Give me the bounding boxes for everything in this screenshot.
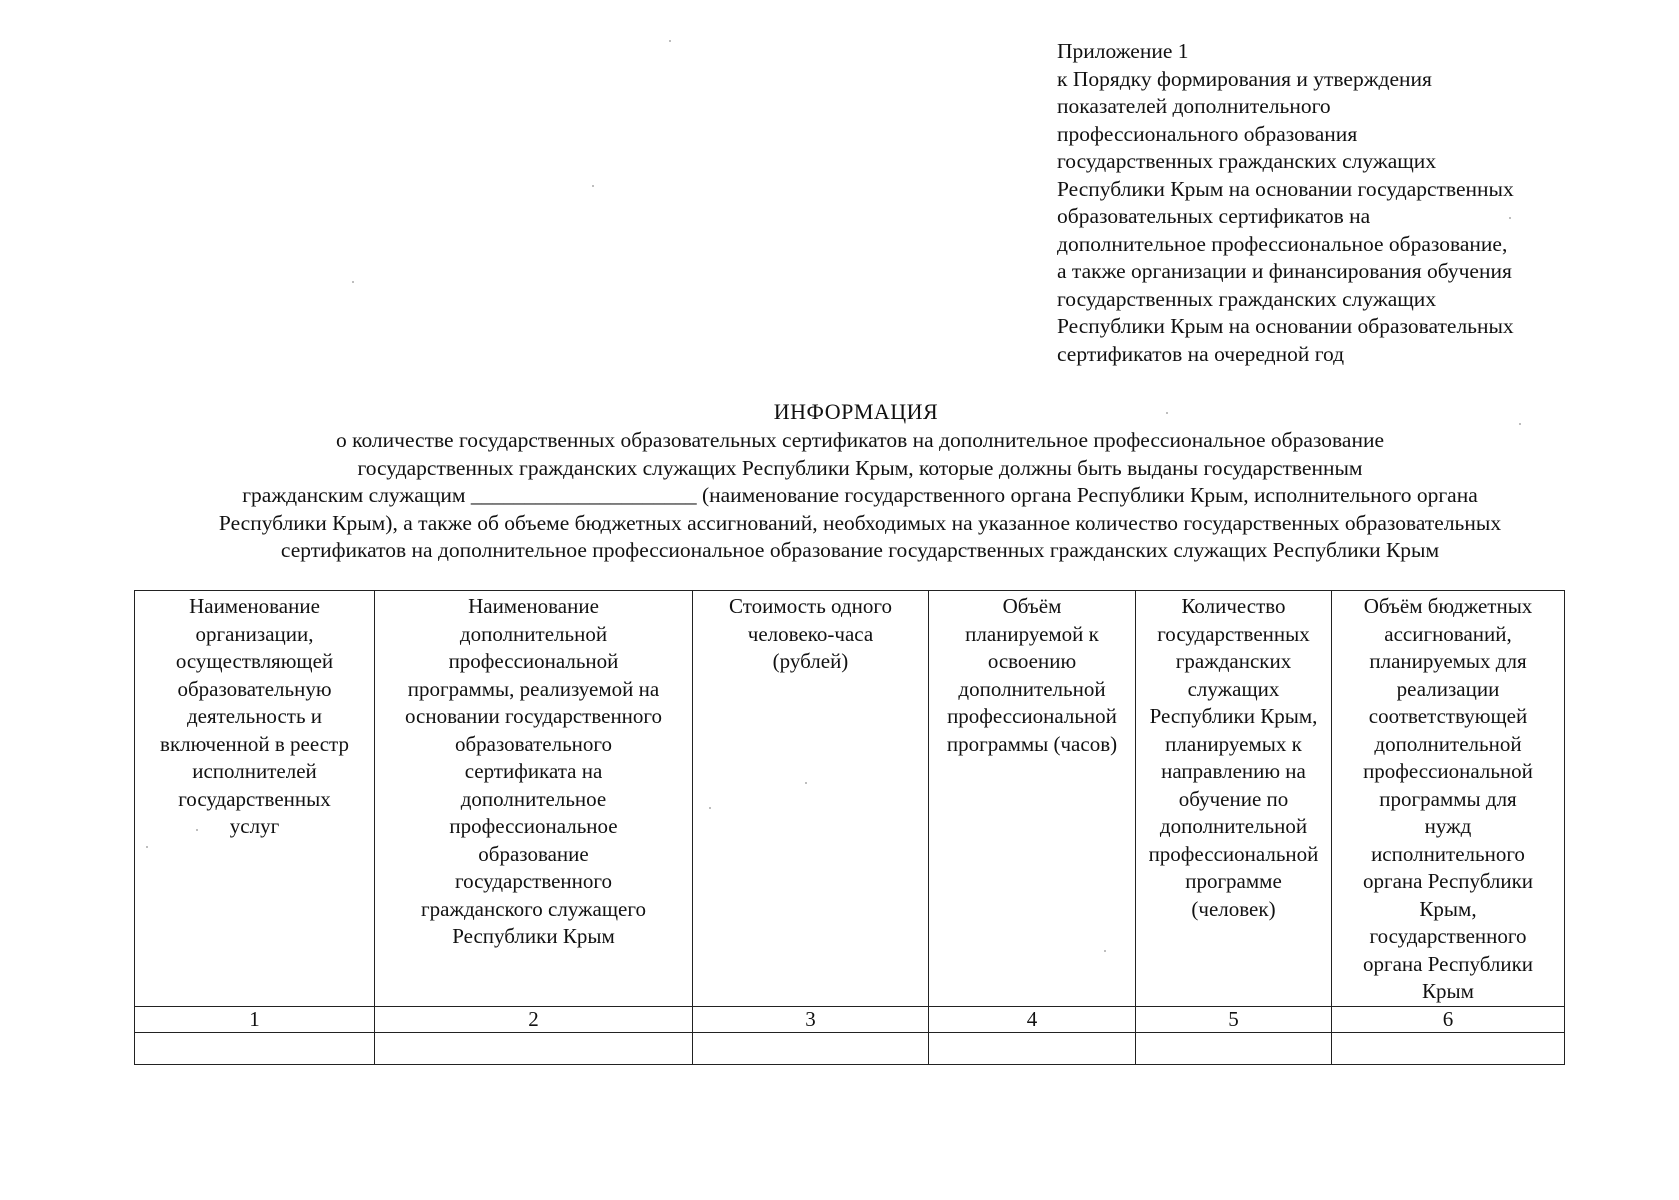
header-text-line: Стоимость одного	[729, 594, 892, 618]
column-header-5	[1136, 591, 1332, 1007]
header-text-line: планируемых к	[1165, 731, 1302, 756]
header-text-line: служащих	[1187, 676, 1280, 701]
column-number: 1	[135, 1007, 375, 1033]
header-text-line: нужд	[1424, 814, 1472, 838]
header-text-line: ассигнований,	[1384, 621, 1512, 646]
header-text-line: планируемых для	[1369, 649, 1527, 673]
header-text-line: соответствующей	[1368, 704, 1528, 728]
column-number: 6	[1332, 1007, 1565, 1033]
column-header-2	[375, 591, 693, 1007]
scan-speck	[592, 185, 594, 187]
header-text-line: программе	[1185, 869, 1282, 893]
header-text-line: образование	[478, 841, 589, 866]
header-text-line: исполнителей	[192, 759, 317, 783]
table-cell	[1332, 1033, 1565, 1065]
appendix-line: профессионального образования	[1057, 121, 1358, 146]
header-text-line: дополнительной	[958, 676, 1106, 701]
appendix-line: дополнительное профессиональное образование,	[1057, 231, 1508, 256]
column-number: 2	[375, 1007, 693, 1033]
header-text-line: включенной в реестр	[160, 731, 349, 756]
appendix-header	[1057, 38, 1637, 368]
header-text-line: Наименование	[468, 594, 599, 618]
header-text-line: профессиональной	[448, 649, 619, 673]
header-text-line: профессиональной	[1148, 841, 1319, 866]
header-text-line: дополнительной	[1374, 731, 1522, 756]
header-text-line: Республики Крым,	[1149, 704, 1318, 728]
appendix-line: государственных гражданских служащих	[1057, 149, 1437, 173]
header-text-line: организации,	[195, 621, 314, 646]
header-text-line: органа Республики	[1362, 951, 1534, 976]
header-text-line: освоению	[987, 649, 1077, 673]
header-text-line: программы для	[1379, 786, 1517, 811]
column-header-6	[1332, 591, 1565, 1007]
header-text-line: государственного	[454, 869, 613, 893]
column-number: 4	[929, 1007, 1136, 1033]
header-text-line: профессиональной	[947, 704, 1117, 728]
header-text-line: планируемой к	[965, 621, 1099, 646]
appendix-line: к Порядку формирования и утверждения	[1057, 66, 1432, 91]
header-text-line: реализации	[1396, 676, 1500, 701]
header-text-line: основании государственного	[404, 704, 663, 728]
header-text-line: образовательную	[177, 676, 332, 701]
scan-speck	[1166, 412, 1168, 414]
scan-speck	[1509, 217, 1511, 219]
subtitle-line: Республики Крым), а также об объеме бюджетных ассигнований, необходимых на указанное количество государственных образовательных	[218, 510, 1502, 535]
scan-speck	[1104, 950, 1106, 952]
subtitle-line: гражданским служащим _____________________ (наименование государственного органа Республики Крым, исполнительного органа	[242, 483, 1478, 507]
header-text-line: дополнительное	[460, 786, 607, 811]
header-text-line: профессиональной	[1363, 759, 1533, 783]
scan-speck	[146, 846, 148, 848]
header-text-line: человеко-часа	[747, 621, 874, 646]
header-text-line: Наименование	[189, 594, 320, 618]
column-number: 3	[693, 1007, 929, 1033]
column-header-4	[929, 591, 1136, 1007]
appendix-line: Приложение 1	[1057, 39, 1189, 63]
scan-speck	[669, 40, 671, 42]
header-text-line: дополнительной	[459, 621, 608, 646]
table-header-row	[135, 591, 1565, 1007]
header-text-line: государственных	[1157, 621, 1310, 646]
header-text-line: профессиональное	[449, 814, 618, 838]
document-subtitle	[130, 427, 1590, 565]
header-text-line: гражданских	[1175, 649, 1292, 673]
information-table	[134, 590, 1565, 1065]
appendix-line: образовательных сертификатов на	[1057, 204, 1371, 228]
header-text-line: Объём бюджетных	[1363, 594, 1533, 618]
table-cell	[929, 1033, 1136, 1065]
header-text-line: сертификата на	[464, 759, 603, 783]
scan-speck	[1519, 423, 1521, 425]
header-text-line: Количество	[1181, 594, 1286, 618]
header-text-line: программы, реализуемой на	[407, 676, 660, 701]
table-empty-row	[135, 1033, 1565, 1065]
header-text-line: дополнительной	[1159, 814, 1308, 838]
scan-speck	[196, 829, 198, 831]
header-text-line: Крым	[1422, 979, 1474, 1003]
header-text-line: Республики Крым	[452, 924, 615, 948]
header-text-line: (рублей)	[772, 649, 849, 673]
column-header-3	[693, 591, 929, 1007]
table-cell	[693, 1033, 929, 1065]
subtitle-line: сертификатов на дополнительное профессиональное образование государственных гражданских служащих Республики Крым	[280, 538, 1440, 562]
column-number: 5	[1136, 1007, 1332, 1033]
document-title: ИНФОРМАЦИЯ	[773, 399, 939, 424]
scan-speck	[352, 281, 354, 283]
table-cell	[375, 1033, 693, 1065]
subtitle-line: о количестве государственных образовательных сертификатов на дополнительное профессиональное образование	[335, 428, 1384, 452]
header-text-line: программы (часов)	[946, 731, 1118, 756]
scan-speck	[709, 807, 711, 809]
header-text-line: осуществляющей	[175, 649, 334, 673]
appendix-line: Республики Крым на основании государственных	[1057, 176, 1514, 201]
appendix-line: показателей дополнительного	[1057, 94, 1331, 118]
header-text-line: направлению на	[1161, 759, 1306, 783]
header-text-line: Крым,	[1419, 896, 1477, 921]
header-text-line: обучение по	[1178, 786, 1289, 811]
header-text-line: Объём	[1002, 594, 1062, 618]
header-text-line: (человек)	[1191, 896, 1276, 921]
header-text-line: гражданского служащего	[421, 896, 646, 921]
header-text-line: деятельность и	[186, 704, 323, 728]
header-text-line: органа Республики	[1362, 869, 1534, 893]
header-text-line: государственного	[1369, 924, 1527, 948]
header-text-line: государственных	[178, 786, 331, 811]
appendix-line: а также организации и финансирования обучения	[1057, 259, 1512, 283]
table-cell	[135, 1033, 375, 1065]
appendix-line: государственных гражданских служащих	[1057, 286, 1437, 311]
column-header-1	[135, 591, 375, 1007]
table-number-row	[135, 1007, 1565, 1033]
header-text-line: услуг	[229, 814, 280, 838]
table-cell	[1136, 1033, 1332, 1065]
appendix-line: сертификатов на очередной год	[1057, 341, 1345, 366]
header-text-line: образовательного	[455, 731, 612, 756]
appendix-line: Республики Крым на основании образовательных	[1057, 314, 1514, 338]
subtitle-line: государственных гражданских служащих Республики Крым, которые должны быть выданы государственным	[357, 455, 1363, 480]
scan-speck	[805, 782, 807, 784]
header-text-line: исполнительного	[1371, 841, 1525, 866]
